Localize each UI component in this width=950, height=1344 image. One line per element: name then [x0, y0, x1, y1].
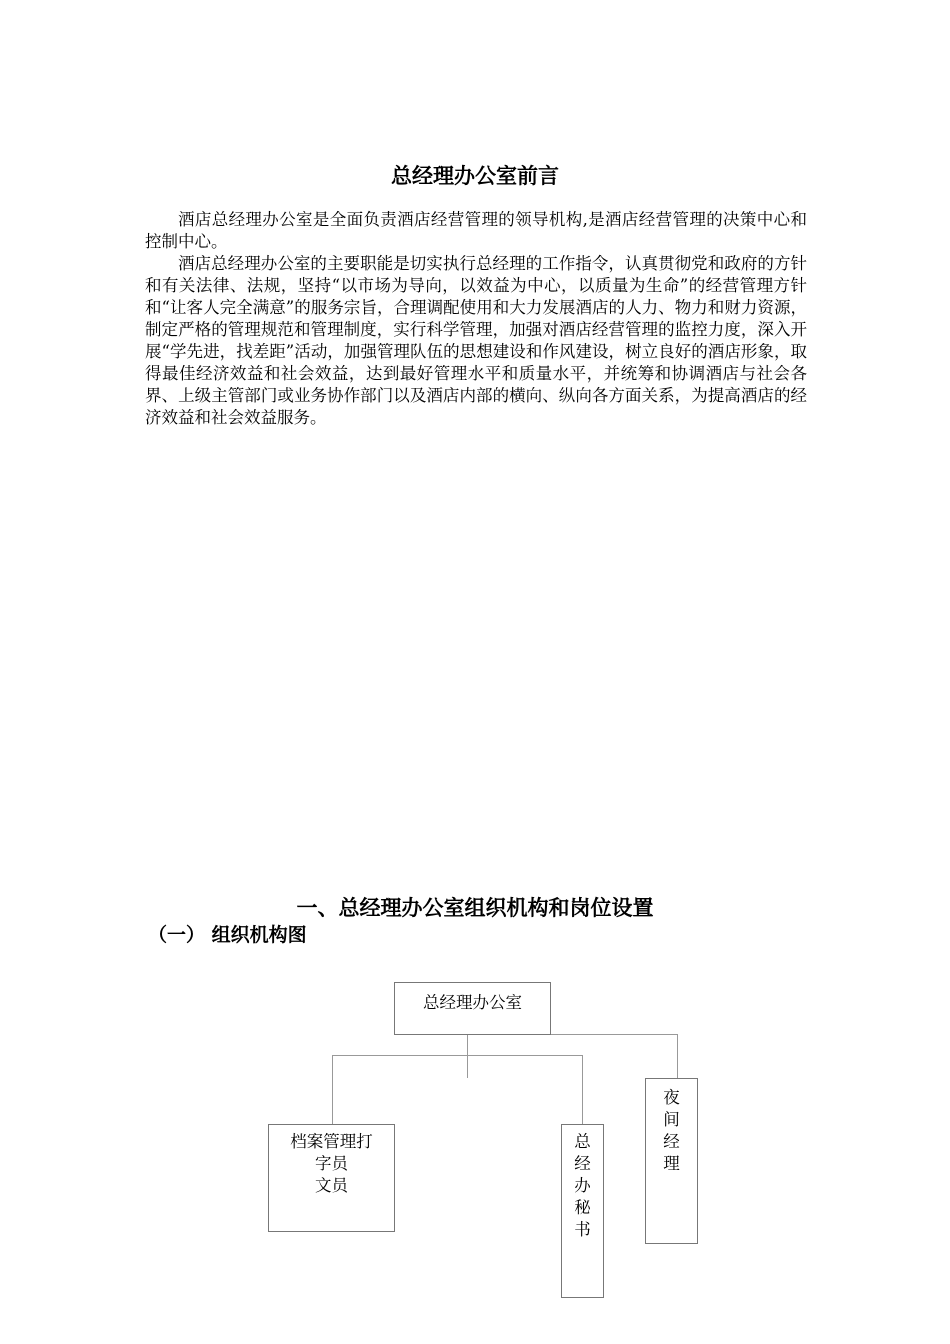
night-drop-line — [677, 1034, 678, 1079]
night-manager-char: 理 — [663, 1154, 680, 1173]
night-manager-char: 夜 — [663, 1088, 680, 1107]
secretary-char: 办 — [574, 1176, 591, 1195]
night-top-line — [550, 1034, 677, 1035]
subsection-heading: （一） 组织机构图 — [148, 924, 307, 946]
org-root-box — [394, 982, 551, 1035]
org-root-label: 总经理办公室 — [423, 993, 522, 1012]
secretary-char: 秘 — [574, 1198, 591, 1217]
intro-paragraph-1: 酒店总经理办公室是全面负责酒店经营管理的领导机构,是酒店经营管理的决策中心和控制中心。 — [145, 210, 807, 251]
archive-clerk-label-line-1: 档案管理打 — [290, 1132, 373, 1151]
root-stem-line — [467, 1034, 468, 1078]
archive-clerk-box — [268, 1124, 395, 1232]
night-manager-char: 经 — [663, 1132, 680, 1151]
night-manager-char: 间 — [663, 1110, 680, 1129]
page-title: 总经理办公室前言 — [391, 164, 559, 188]
archive-clerk-label-line-3: 文员 — [315, 1176, 348, 1195]
secretary-box — [561, 1124, 604, 1298]
section-heading: 一、总经理办公室组织机构和岗位设置 — [296, 896, 654, 920]
branch-horizontal-line — [332, 1055, 582, 1056]
archive-clerk-label-line-2: 字员 — [315, 1154, 348, 1173]
secretary-char: 书 — [574, 1220, 591, 1239]
intro-text — [145, 209, 807, 429]
branch-left-drop-line — [332, 1055, 333, 1125]
secretary-char: 经 — [574, 1154, 591, 1173]
intro-paragraph-2: 酒店总经理办公室的主要职能是切实执行总经理的工作指令，认真贯彻党和政府的方针和有关法律、法规，坚持“以市场为导向，以效益为中心，以质量为生命”的经营管理方针和“让客人完全满意”的服务宗旨，合理调配使用和大力发展酒店的人力、物力和财力资源，制定严格的管理规范和管理制度，实行科学管理，加强对酒店经营管理的监控力度，深入开展“学先进，找差距”活动，加强管理队伍的思想建设和作风建设，树立良好的酒店形象，取得最佳经济效益和社会效益，达到最好管理水平和质量水平，并统筹和协调酒店与社会各界、上级主管部门或业务协作部门以及酒店内部的横向、纵向各方面关系，为提高酒店的经济效益和社会效益服务。 — [145, 254, 807, 427]
secretary-char: 总 — [574, 1132, 591, 1151]
branch-right-drop-line — [582, 1055, 583, 1125]
night-manager-box — [645, 1078, 698, 1244]
